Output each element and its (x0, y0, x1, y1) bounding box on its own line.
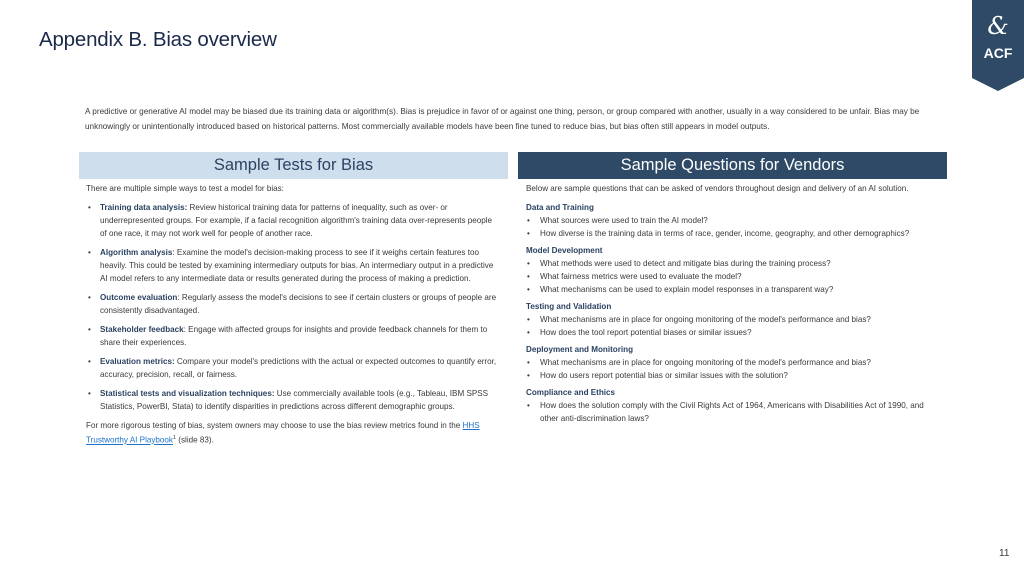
question-item: • What fairness metrics were used to evaluate the model? (526, 270, 940, 283)
tests-footer (86, 419, 498, 447)
test-term: Outcome evaluation (100, 293, 178, 302)
tests-lead: There are multiple simple ways to test a model for bias: (86, 184, 284, 193)
sample-tests-header: Sample Tests for Bias (79, 152, 508, 179)
question-list (526, 257, 940, 296)
question-item: • How diverse is the training data in terms of race, gender, income, geography, and other demographics? (526, 227, 940, 240)
test-term: Statistical tests and visualization techniques: (100, 389, 275, 398)
vendor-questions-header: Sample Questions for Vendors (518, 152, 947, 179)
footnote-marker: 1 (172, 435, 177, 441)
page-number: 11 (999, 548, 1010, 559)
test-term: Training data analysis: (100, 203, 188, 212)
question-item: • What mechanisms are in place for ongoing monitoring of the model's performance and bias? (526, 313, 940, 326)
test-item (86, 201, 498, 240)
test-term: Evaluation metrics: (100, 357, 175, 366)
playbook-link[interactable]: HHS Trustworthy AI Playbook (86, 421, 480, 445)
test-text: Review historical training data for patterns of inequality, such as over- or underrepresented groups. For example, if a facial recognition algorithm's training data over-represents people of one race, it may not work well for people of another race. (100, 203, 493, 238)
test-item (86, 323, 498, 349)
test-item (86, 355, 498, 381)
question-list (526, 356, 940, 382)
logo-text: ACF (983, 45, 1013, 61)
tests-list (86, 201, 498, 413)
question-list (526, 399, 940, 425)
test-item (86, 387, 498, 413)
test-text: Use commercially available tools (e.g., Tableau, IBM SPSS Statistics, PowerBI, Stata) to identify disparities in predictions across different demographic groups. (100, 389, 489, 411)
section-title-model-development: Model Development (526, 246, 603, 255)
questions-lead: Below are sample questions that can be asked of vendors throughout design and delivery of an AI solution. (526, 184, 909, 193)
section-title-data-training: Data and Training (526, 203, 594, 212)
question-item: • What sources were used to train the AI model? (526, 214, 940, 227)
question-item: • What methods were used to detect and mitigate bias during the training process? (526, 257, 940, 270)
footer-suffix: (slide 83). (176, 435, 214, 445)
question-item: • How does the solution comply with the Civil Rights Act of 1964, Americans with Disabilities Act of 1990, and other anti-discrimination laws? (526, 399, 940, 425)
logo-mark: & (987, 12, 1009, 40)
test-text: : Examine the model's decision-making process to see if it weighs certain features too heavily. This could be tested by examining intermediary outputs for bias. An intermediary output in a predictive AI model refers to any intermediate data or results generated during the process of making a prediction. (100, 248, 494, 283)
test-term: Algorithm analysis (100, 248, 173, 257)
question-list (526, 214, 940, 240)
question-item: • What mechanisms can be used to explain model responses in a transparent way? (526, 283, 940, 296)
test-term: Stakeholder feedback (100, 325, 184, 334)
sample-tests-column (86, 182, 498, 455)
test-item (86, 291, 498, 317)
page-title: Appendix B. Bias overview (39, 28, 277, 51)
test-text: : Engage with affected groups for insights and provide feedback channels for them to share their experiences. (100, 325, 488, 347)
section-title-testing-validation: Testing and Validation (526, 302, 612, 311)
question-item: • What mechanisms are in place for ongoing monitoring of the model's performance and bias? (526, 356, 940, 369)
question-item: • How do users report potential bias or similar issues with the solution? (526, 369, 940, 382)
test-text: Compare your model's predictions with the actual or expected outcomes to quantify error, accuracy, precision, recall, or fairness. (100, 357, 497, 379)
footer-text: For more rigorous testing of bias, system owners may choose to use the bias review metrics found in the (86, 421, 463, 430)
question-list (526, 313, 940, 339)
intro-paragraph: A predictive or generative AI model may be biased due its training data or algorithm(s). Bias is prejudice in favor of or against one thing, person, or group compared with another, usually in a way considered to be unfair. Bias may be unknowingly or unintentionally introduced based on historical patterns. Most commercially available models have been fine tuned to reduce bias, but bias often still appears in model outputs. (85, 107, 920, 131)
test-text: : Regularly assess the model's decisions to see if certain clusters or groups of people are consistently disadvantaged. (100, 293, 497, 315)
section-title-deployment-monitoring: Deployment and Monitoring (526, 345, 634, 354)
section-title-compliance-ethics: Compliance and Ethics (526, 388, 616, 397)
test-item (86, 246, 498, 285)
acf-logo (972, 0, 1024, 91)
vendor-questions-column (526, 182, 940, 425)
question-item: • How does the tool report potential biases or similar issues? (526, 326, 940, 339)
